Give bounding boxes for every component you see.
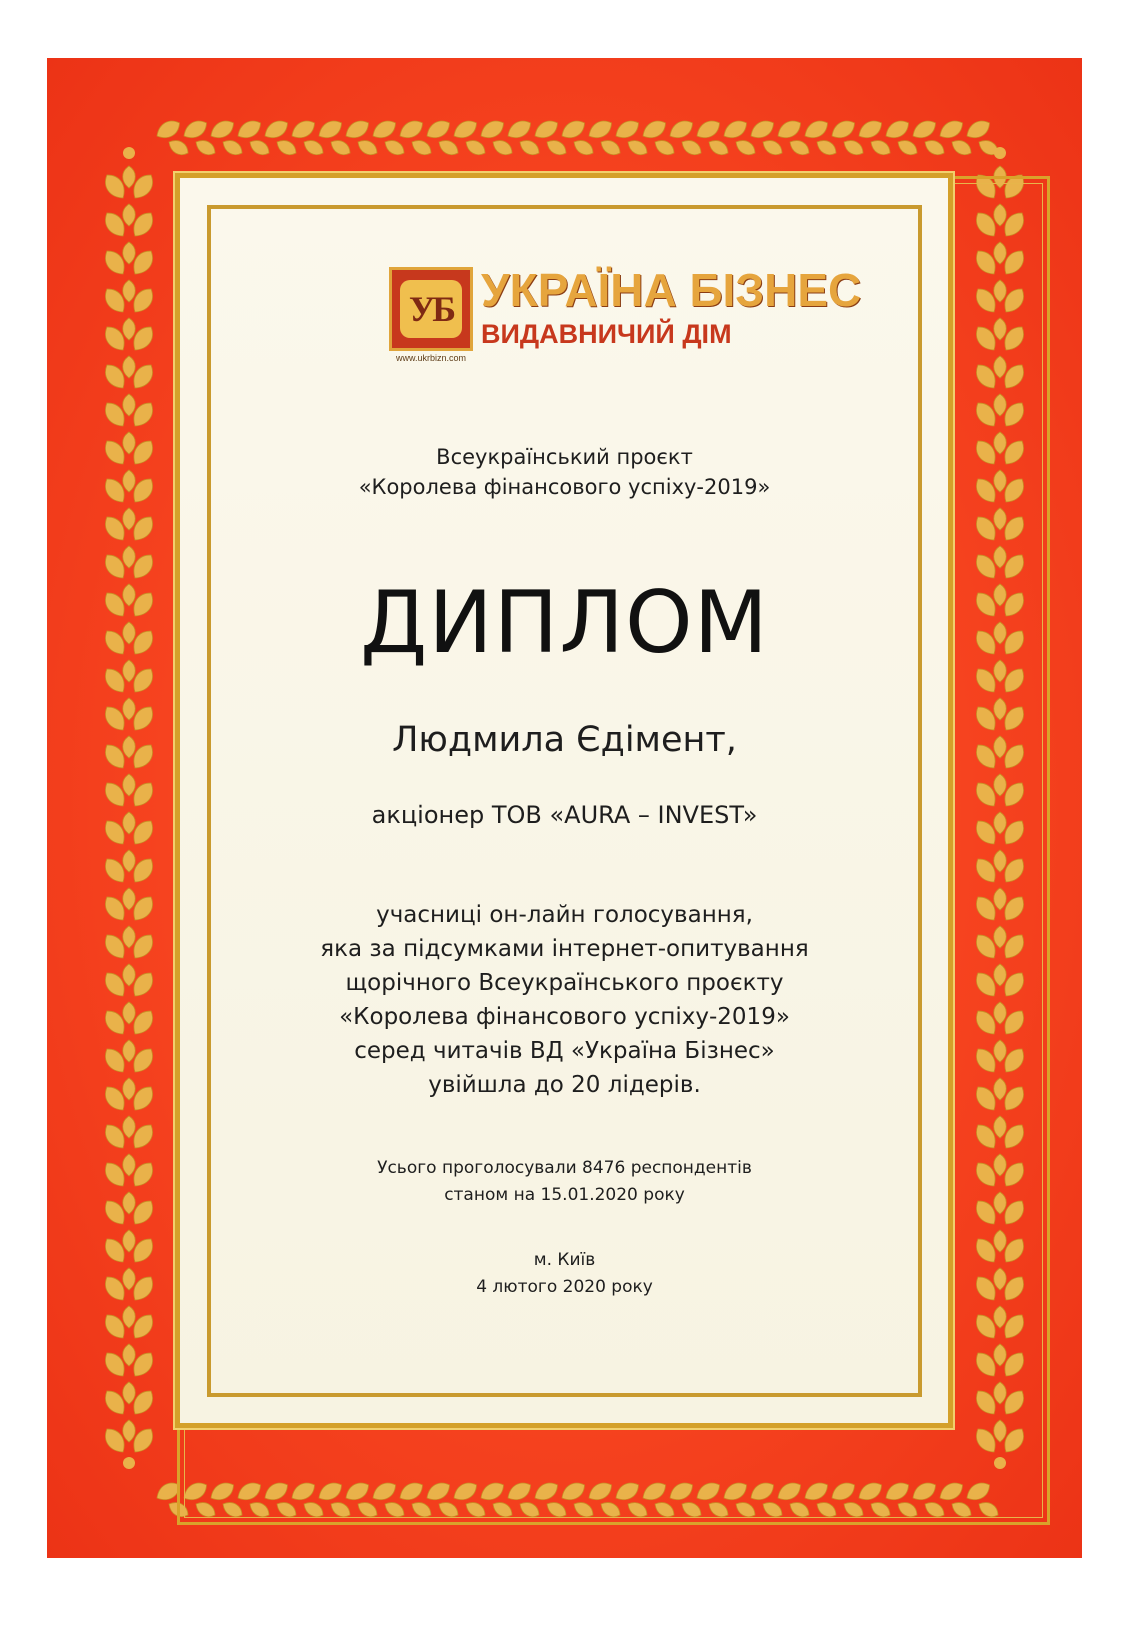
laurel-leaf	[868, 137, 893, 159]
laurel-leaf	[477, 117, 507, 143]
laurel-leaf	[652, 137, 677, 159]
laurel-leaf	[123, 1116, 136, 1138]
laurel-leaf	[123, 1002, 136, 1024]
laurel-leaf	[123, 1420, 136, 1442]
award-description	[207, 898, 922, 1102]
laurel-leaf	[123, 1230, 136, 1252]
laurel-leaf	[123, 812, 136, 834]
laurel-leaf	[123, 1382, 136, 1404]
laurel-leaf	[123, 204, 136, 226]
laurel-leaf	[123, 356, 136, 378]
laurel-leaf	[585, 117, 615, 143]
laurel-leaf	[814, 137, 839, 159]
laurel-leaf	[801, 117, 831, 143]
laurel-leaf	[261, 117, 291, 143]
laurel-leaf	[123, 242, 136, 264]
laurel-leaf	[828, 117, 858, 143]
laurel-leaf	[342, 117, 372, 143]
recipient-position: акціонер ТОВ «AURA – INVEST»	[371, 801, 758, 829]
laurel-leaf	[963, 117, 993, 143]
laurel-leaf	[612, 117, 642, 143]
laurel-leaf	[123, 926, 136, 948]
laurel-leaf	[733, 137, 758, 159]
laurel-leaf	[355, 137, 380, 159]
laurel-leaf	[153, 117, 183, 143]
diploma-title: ДИПЛОМ	[360, 573, 769, 673]
laurel-leaf	[882, 117, 912, 143]
vote-count-line: Усього проголосували 8476 респондентів	[377, 1158, 752, 1178]
vote-date-line: станом на 15.01.2020 року	[444, 1185, 685, 1205]
laurel-leaf	[504, 117, 534, 143]
laurel-leaf	[436, 137, 461, 159]
place-and-date	[207, 1247, 922, 1301]
award-line: серед читачів ВД «Україна Бізнес»	[354, 1038, 775, 1064]
laurel-leaf	[123, 736, 136, 758]
publisher-logo	[389, 264, 862, 363]
laurel-leaf	[123, 964, 136, 986]
laurel-leaf	[571, 137, 596, 159]
laurel-leaf	[123, 850, 136, 872]
recipient-name: Людмила Єдімент,	[392, 720, 737, 760]
laurel-leaf	[463, 137, 488, 159]
laurel-leaf	[490, 137, 515, 159]
logo-url: www.ukrbizn.com	[395, 353, 467, 363]
laurel-leaf	[328, 137, 353, 159]
logo-emblem	[389, 267, 473, 351]
laurel-leaf	[679, 137, 704, 159]
corner-ornament	[123, 147, 135, 159]
laurel-leaf	[558, 117, 588, 143]
diploma-content	[207, 205, 922, 1397]
laurel-leaf	[693, 117, 723, 143]
laurel-leaf	[123, 1040, 136, 1062]
laurel-leaf	[247, 137, 272, 159]
laurel-leaf	[123, 584, 136, 606]
project-line-1: Всеукраїнський проєкт	[436, 445, 693, 469]
laurel-leaf	[288, 117, 318, 143]
laurel-leaf	[841, 137, 866, 159]
laurel-leaf	[720, 117, 750, 143]
laurel-leaf	[369, 117, 399, 143]
laurel-leaf	[706, 137, 731, 159]
laurel-leaf	[922, 137, 947, 159]
laurel-leaf	[123, 1154, 136, 1176]
laurel-leaf	[544, 137, 569, 159]
laurel-leaf	[123, 1078, 136, 1100]
laurel-leaf	[123, 1192, 136, 1214]
laurel-leaf	[409, 137, 434, 159]
laurel-leaf	[123, 432, 136, 454]
laurel-leaf	[787, 137, 812, 159]
laurel-leaf	[382, 137, 407, 159]
laurel-leaf	[301, 137, 326, 159]
laurel-leaf	[936, 117, 966, 143]
logo-subtitle: ВИДАВНИЧИЙ ДІМ	[481, 319, 732, 349]
laurel-leaf	[639, 117, 669, 143]
laurel-leaf	[396, 117, 426, 143]
laurel-leaf	[274, 137, 299, 159]
laurel-leaf	[166, 137, 191, 159]
laurel-leaf	[193, 137, 218, 159]
laurel-leaf	[666, 117, 696, 143]
laurel-leaf	[123, 546, 136, 568]
laurel-leaf	[909, 117, 939, 143]
laurel-leaf	[625, 137, 650, 159]
project-line-2: «Королева фінансового успіху-2019»	[358, 475, 771, 499]
laurel-leaf	[123, 508, 136, 530]
laurel-leaf	[123, 1306, 136, 1328]
laurel-leaf	[531, 117, 561, 143]
laurel-leaf	[234, 117, 264, 143]
laurel-leaf	[123, 660, 136, 682]
laurel-leaf	[895, 137, 920, 159]
laurel-leaf	[123, 318, 136, 340]
laurel-leaf	[123, 470, 136, 492]
laurel-leaf	[123, 622, 136, 644]
laurel-leaf	[949, 137, 974, 159]
laurel-leaf	[180, 117, 210, 143]
laurel-leaf	[123, 698, 136, 720]
laurel-leaf	[598, 137, 623, 159]
laurel-leaf	[123, 166, 136, 188]
award-line: учасниці он-лайн голосування,	[376, 902, 753, 928]
laurel-leaf	[123, 1268, 136, 1290]
laurel-leaf	[774, 117, 804, 143]
corner-ornament	[123, 1457, 135, 1469]
award-line: щорічного Всеукраїнського проєкту	[345, 970, 784, 996]
logo-emblem-letters: УБ	[400, 280, 462, 338]
laurel-leaf	[760, 137, 785, 159]
city: м. Київ	[533, 1250, 596, 1270]
laurel-leaf	[315, 117, 345, 143]
laurel-leaf	[123, 394, 136, 416]
laurel-leaf	[123, 280, 136, 302]
laurel-leaf	[123, 888, 136, 910]
laurel-leaf	[450, 117, 480, 143]
laurel-leaf	[855, 117, 885, 143]
laurel-leaf	[517, 137, 542, 159]
vote-statistics	[207, 1155, 922, 1209]
laurel-leaf	[747, 117, 777, 143]
corner-ornament	[994, 147, 1006, 159]
laurel-leaf	[423, 117, 453, 143]
laurel-leaf	[220, 137, 245, 159]
issue-date: 4 лютого 2020 року	[476, 1277, 653, 1297]
laurel-leaf	[207, 117, 237, 143]
logo-title: УКРАЇНА БІЗНЕС	[481, 264, 862, 316]
award-line: яка за підсумками інтернет-опитування	[320, 936, 809, 962]
award-line: «Королева фінансового успіху-2019»	[339, 1004, 790, 1030]
award-line: увійшла до 20 лідерів.	[428, 1072, 701, 1098]
laurel-leaf	[123, 1344, 136, 1366]
laurel-leaf	[123, 774, 136, 796]
